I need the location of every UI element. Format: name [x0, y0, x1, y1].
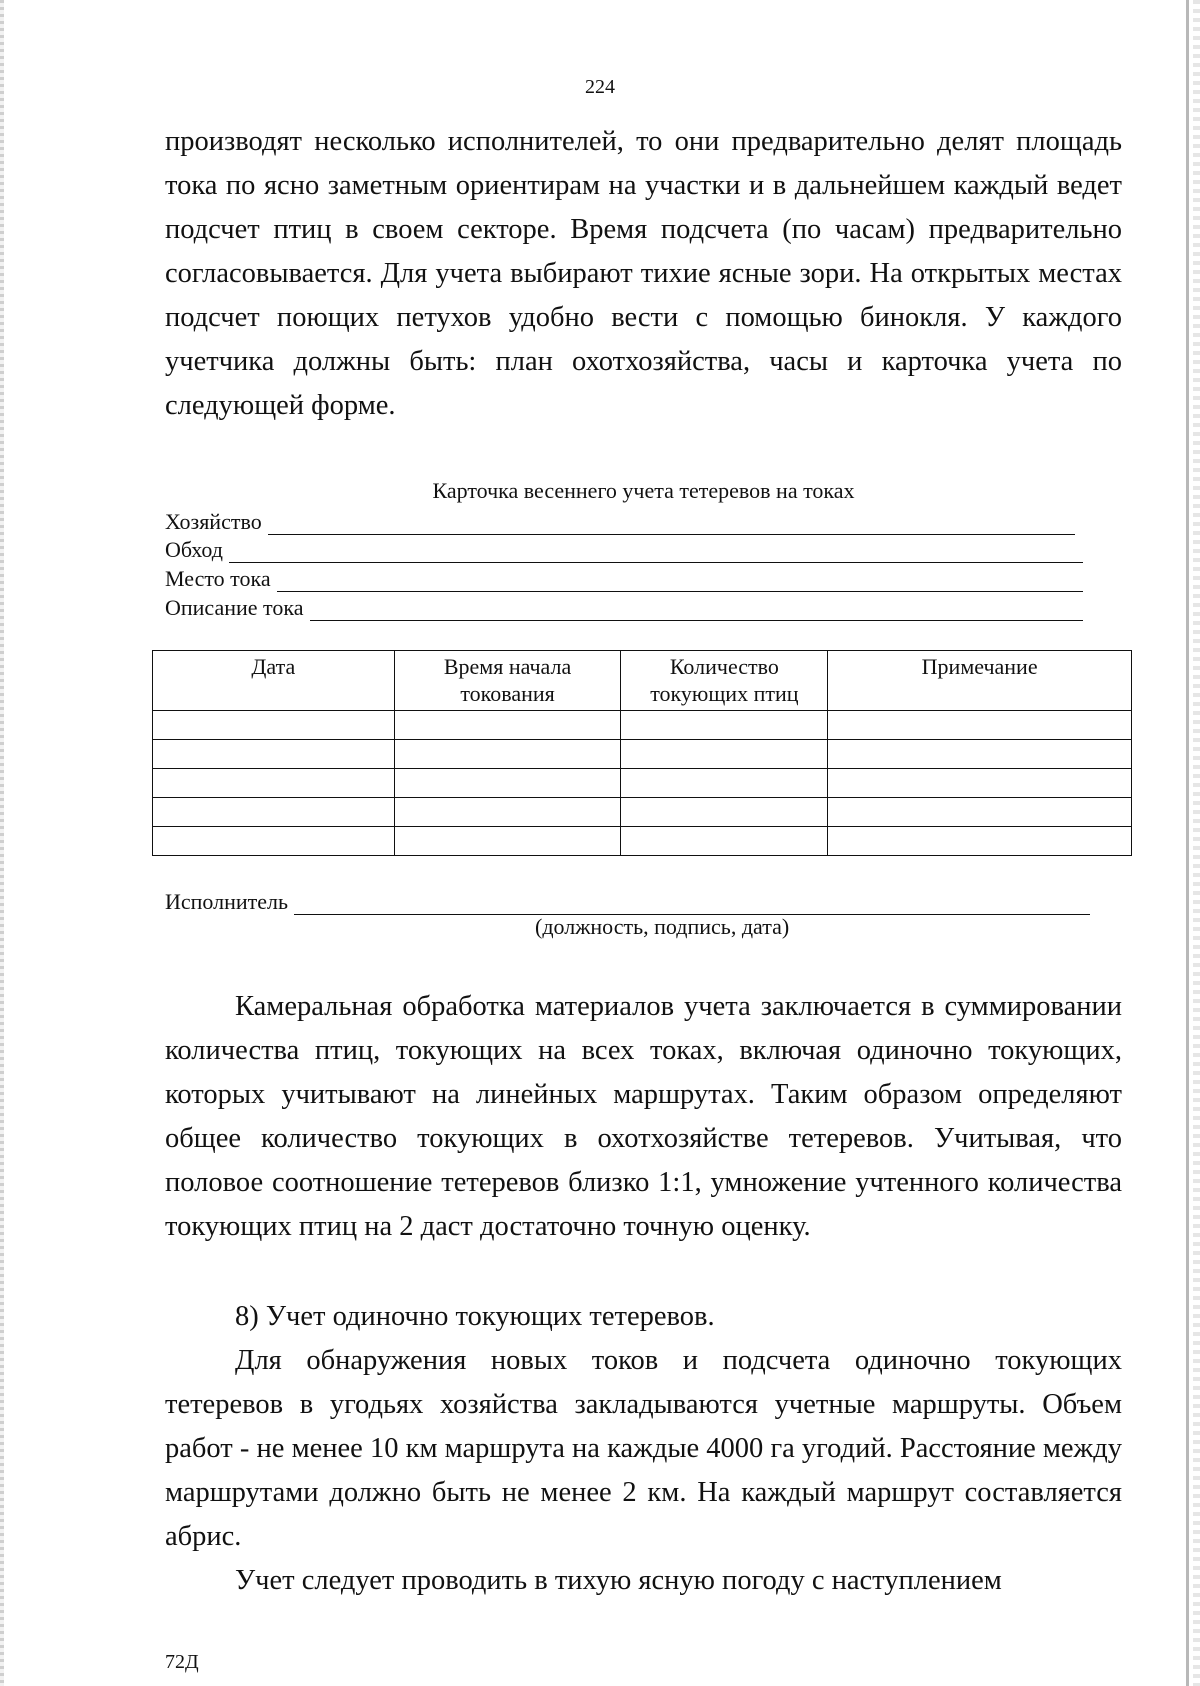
table-cell — [828, 798, 1132, 827]
field-round-label: Обход — [165, 537, 223, 562]
header-start-time: Время начала токования — [394, 651, 621, 711]
table-cell — [153, 740, 395, 769]
table-cell — [153, 798, 395, 827]
table-cell — [394, 827, 621, 856]
table-row — [153, 827, 1132, 856]
section-heading: 8) Учет одиночно токующих тетеревов. — [235, 1301, 715, 1332]
field-executor — [165, 888, 1090, 915]
paragraph-routes: Для обнаружения новых токов и подсчета одиночно токующих тетеревов в угодьях хозяйства закладываются учетные маршруты. Объем работ - не менее 10 км маршрута на каждые 4000 га угодий. Расстояние между маршрутами должно быть не менее 2 км. На каждый маршрут составляется абрис. — [165, 1345, 1122, 1552]
paragraph-processing: Камеральная обработка материалов учета заключается в суммировании количества птиц, токующих на всех токах, включая одиночно токующих, которых учитывают на линейных маршрутах. Таким образом определяют общее количество токующих в охотхозяйстве тетеревов. Учитывая, что половое соотношение тетеревов близко 1:1, умножение учтенного количества токующих птиц на 2 даст достаточно точную оценку. — [165, 991, 1122, 1242]
table-cell — [153, 827, 395, 856]
card-title: Карточка весеннего учета тетеревов на токах — [432, 478, 855, 503]
table-cell — [828, 740, 1132, 769]
header-bird-count: Количество токующих птиц — [621, 651, 828, 711]
count-table — [152, 650, 1132, 856]
header-note: Примечание — [828, 651, 1132, 711]
table-cell — [621, 827, 828, 856]
field-lek-description — [165, 594, 1083, 621]
executor-note: (должность, подпись, дата) — [535, 914, 790, 939]
field-round — [165, 536, 1083, 563]
table-row — [153, 740, 1132, 769]
paragraph-intro: производят несколько исполнителей, то они предварительно делят площадь тока по ясно заметным ориентирам на участки и в дальнейшем каждый ведет подсчет птиц в своем секторе. Время подсчета (по часам) предварительно согласовывается. Для учета выбирают тихие ясные зори. На открытых местах подсчет поющих петухов удобно вести с помощью бинокля. У каждого учетчика должны быть: план охотхозяйства, часы и карточка учета по следующей форме. — [165, 126, 1122, 421]
table-cell — [621, 740, 828, 769]
table-row — [153, 798, 1132, 827]
header-date: Дата — [153, 651, 395, 711]
table-row — [153, 769, 1132, 798]
field-lek-place-line — [277, 571, 1083, 592]
paragraph-conditions: Учет следует проводить в тихую ясную погоду с наступлением — [235, 1565, 1002, 1596]
field-executor-line — [294, 894, 1090, 915]
count-table-header-row — [153, 651, 1132, 711]
field-farm-line — [268, 514, 1075, 535]
table-cell — [153, 769, 395, 798]
table-cell — [394, 769, 621, 798]
field-farm-label: Хозяйство — [165, 509, 262, 534]
field-lek-description-label: Описание тока — [165, 595, 304, 620]
page-number: 224 — [585, 76, 615, 98]
field-lek-place — [165, 565, 1083, 592]
field-executor-label: Исполнитель — [165, 889, 289, 914]
table-cell — [394, 740, 621, 769]
table-row — [153, 711, 1132, 740]
field-lek-place-label: Место тока — [165, 566, 271, 591]
table-cell — [828, 769, 1132, 798]
table-cell — [621, 798, 828, 827]
scan-edge-right — [1186, 0, 1189, 1686]
table-cell — [828, 711, 1132, 740]
table-cell — [394, 711, 621, 740]
field-round-line — [229, 542, 1083, 563]
scan-edge-left — [0, 0, 4, 1686]
table-cell — [621, 711, 828, 740]
table-cell — [153, 711, 395, 740]
field-lek-description-line — [310, 600, 1084, 621]
scan-edge-right-shadow — [1193, 0, 1200, 1686]
table-cell — [828, 827, 1132, 856]
footer-code: 72Д — [165, 1651, 199, 1673]
table-cell — [394, 798, 621, 827]
field-farm — [165, 508, 1075, 535]
table-cell — [621, 769, 828, 798]
